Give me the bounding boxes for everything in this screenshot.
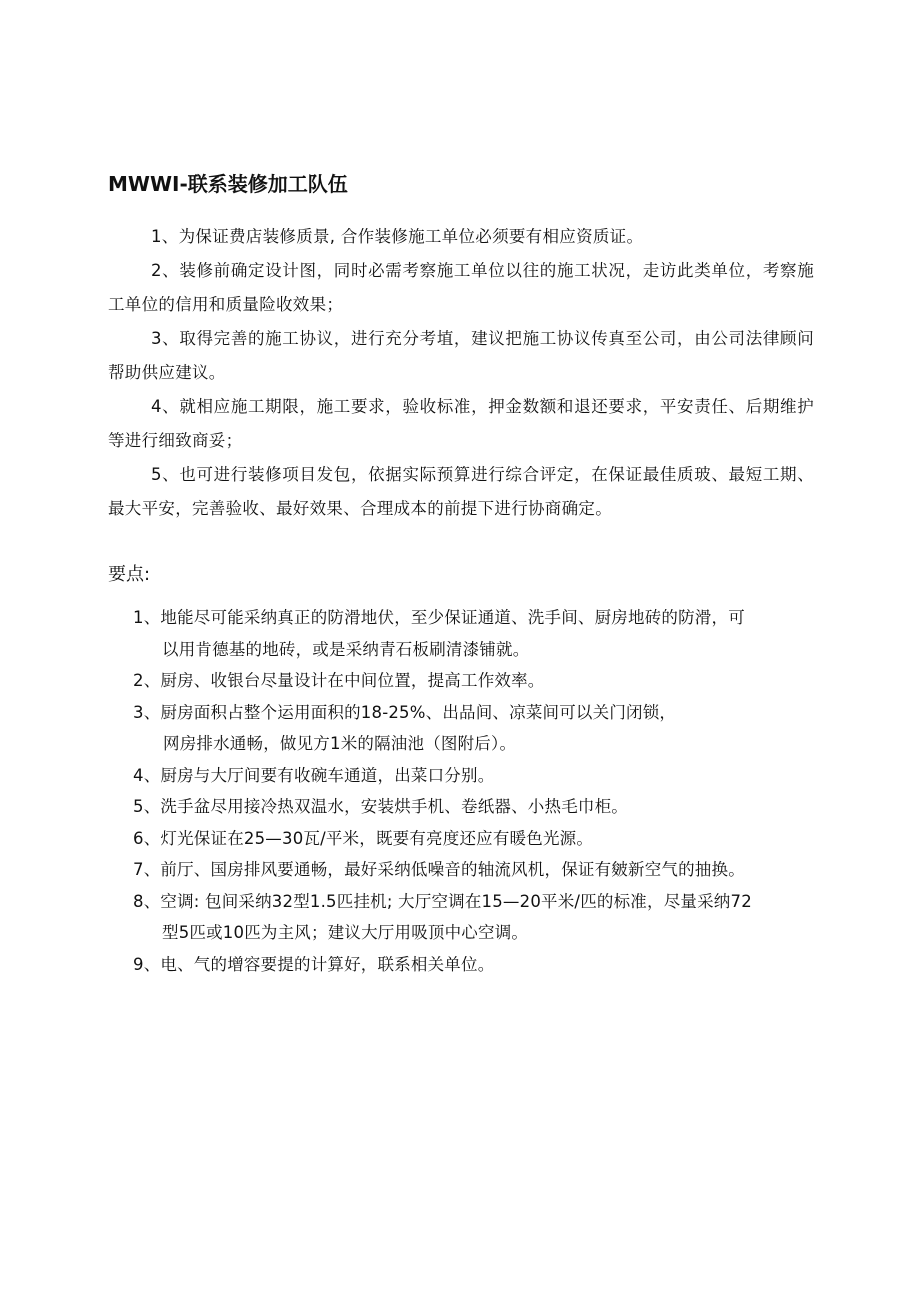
- list-item: [133, 823, 817, 855]
- list-item: [133, 949, 817, 981]
- list-item-text: 1、地能尽可能采纳真正的防滑地伏，至少保证通道、洗手间、厨房地砖的防滑，可: [133, 608, 745, 627]
- list-item: [133, 665, 817, 697]
- key-points-list: [133, 602, 817, 980]
- list-item-continuation: 以用肯德基的地砖，或是采纳青石板刷清漆铺就。: [162, 639, 530, 659]
- list-item: [133, 602, 817, 665]
- list-item: [133, 886, 817, 949]
- paragraph-3: 3、取得完善的施工协议，进行充分考埴，建议把施工协议传真至公司，由公司法律顾问帮助供应建议。: [108, 329, 814, 382]
- list-item-text: 4、厨房与大厅间要有收碗车通道，出菜口分别。: [133, 765, 495, 785]
- list-item-text: 8、空调: 包间采纳32型1.5匹挂机; 大厅空调在15—20平米/匹的标准，尽量采纳72: [133, 891, 752, 911]
- key-points-heading: 要点:: [108, 564, 151, 585]
- paragraph-1: 1、为保证费店装修质景, 合作装修施工单位必须要有相应资质证。: [151, 227, 644, 246]
- list-item-continuation: 型5匹或10匹为主风；建议大厅用吸顶中心空调。: [162, 923, 529, 942]
- list-item-text: 2、厨房、收银台尽量设计在中间位置，提高工作效率。: [133, 671, 545, 690]
- paragraph-2: 2、装修前确定设计图，同时必需考察施工单位以往的施工状况，走访此类单位，考察施工单位的信用和质量险收效果；: [108, 261, 814, 314]
- list-item-text: 9、电、气的增容要提的计算好，联系相关单位。: [133, 954, 495, 974]
- list-item-text: 6、灯光保证在25—30瓦/平米，既要有亮度还应有暖色光源。: [133, 828, 594, 848]
- list-item: [133, 697, 817, 760]
- paragraph-5: 5、也可进行装修项目发包，依据实际预算进行综合评定，在保证最佳质玻、最短工期、最大平安，完善验收、最好效果、合理成本的前提下进行协商确定。: [108, 465, 814, 518]
- list-item-text: 7、前厅、国房排风要通畅，最好采纳低噪音的轴流风机，保证有皴新空气的抽换。: [133, 860, 745, 879]
- list-item-text: 3、厨房面积占整个运用面积的18-25%、出品间、凉菜间可以关门闭锁，: [133, 702, 677, 722]
- list-item: [133, 791, 817, 823]
- list-item-text: 5、洗手盆尽用接冷热双温水，安装烘手机、卷纸器、小热毛巾柜。: [133, 797, 628, 816]
- list-item-continuation: 网房排水通畅，做见方1米的隔油池（图附后）。: [163, 734, 517, 753]
- list-item: [133, 854, 817, 886]
- document-title: MWWI-联系装修加工队伍: [108, 172, 348, 196]
- paragraph-4: 4、就相应施工期限，施工要求，验收标准，押金数额和退还要求，平安责任、后期维护等进行细致商妥；: [108, 397, 814, 450]
- list-item: [133, 760, 817, 792]
- contractor-section: [108, 220, 814, 526]
